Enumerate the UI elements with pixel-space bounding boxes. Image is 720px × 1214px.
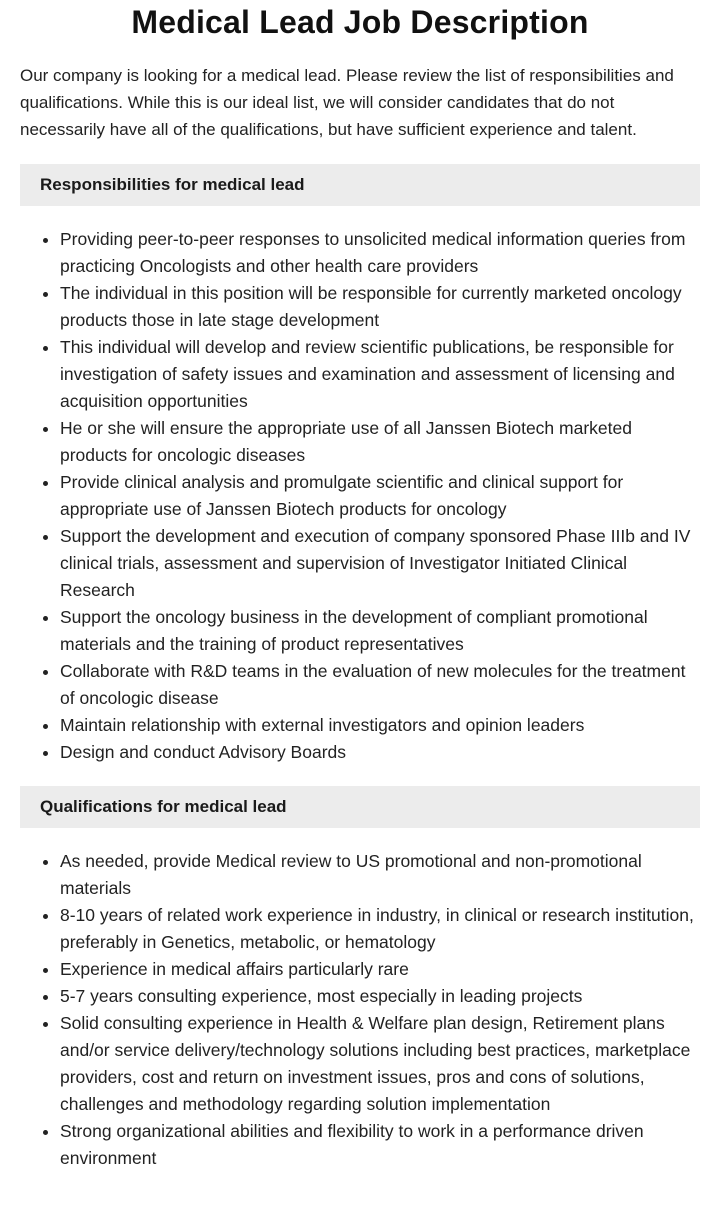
list-item: • 8-10 years of related work experience in industry, in clinical or research institution, preferably in Genetics, metabolic, or hematology: [60, 902, 700, 956]
qualifications-heading: Qualifications for medical lead: [20, 786, 700, 828]
list-item: • Collaborate with R&D teams in the evaluation of new molecules for the treatment of oncologic disease: [60, 658, 700, 712]
list-item: • As needed, provide Medical review to US promotional and non-promotional materials: [60, 848, 700, 902]
list-item: • Support the oncology business in the development of compliant promotional materials and the training of product representatives: [60, 604, 700, 658]
responsibilities-list: [20, 226, 700, 766]
list-item: • He or she will ensure the appropriate use of all Janssen Biotech marketed products for oncologic diseases: [60, 415, 700, 469]
list-item: • Providing peer-to-peer responses to unsolicited medical information queries from practicing Oncologists and other health care providers: [60, 226, 700, 280]
list-item: • The individual in this position will be responsible for currently marketed oncology products those in late stage development: [60, 280, 700, 334]
list-item: • Provide clinical analysis and promulgate scientific and clinical support for appropriate use of Janssen Biotech products for oncology: [60, 469, 700, 523]
list-item: • This individual will develop and review scientific publications, be responsible for investigation of safety issues and examination and assessment of licensing and acquisition opportunities: [60, 334, 700, 415]
list-item: • Design and conduct Advisory Boards: [60, 739, 700, 766]
list-item: • Maintain relationship with external investigators and opinion leaders: [60, 712, 700, 739]
list-item: • Experience in medical affairs particularly rare: [60, 956, 700, 983]
responsibilities-heading: Responsibilities for medical lead: [20, 164, 700, 206]
intro-paragraph: Our company is looking for a medical lead. Please review the list of responsibilities and qualifications. While this is our ideal list, we will consider candidates that do not necessarily have all of the qualifications, but have sufficient experience and talent.: [20, 66, 674, 139]
list-item: • Support the development and execution of company sponsored Phase IIIb and IV clinical trials, assessment and supervision of Investigator Initiated Clinical Research: [60, 523, 700, 604]
page-title: Medical Lead Job Description: [131, 4, 589, 40]
list-item: • 5-7 years consulting experience, most especially in leading projects: [60, 983, 700, 1010]
list-item: • Solid consulting experience in Health & Welfare plan design, Retirement plans and/or service delivery/technology solutions including best practices, marketplace providers, cost and return on investment issues, pros and cons of solutions, challenges and methodology regarding solution implementation: [60, 1010, 700, 1118]
list-item: • Strong organizational abilities and flexibility to work in a performance driven environment: [60, 1118, 700, 1172]
qualifications-list: [20, 848, 700, 1172]
